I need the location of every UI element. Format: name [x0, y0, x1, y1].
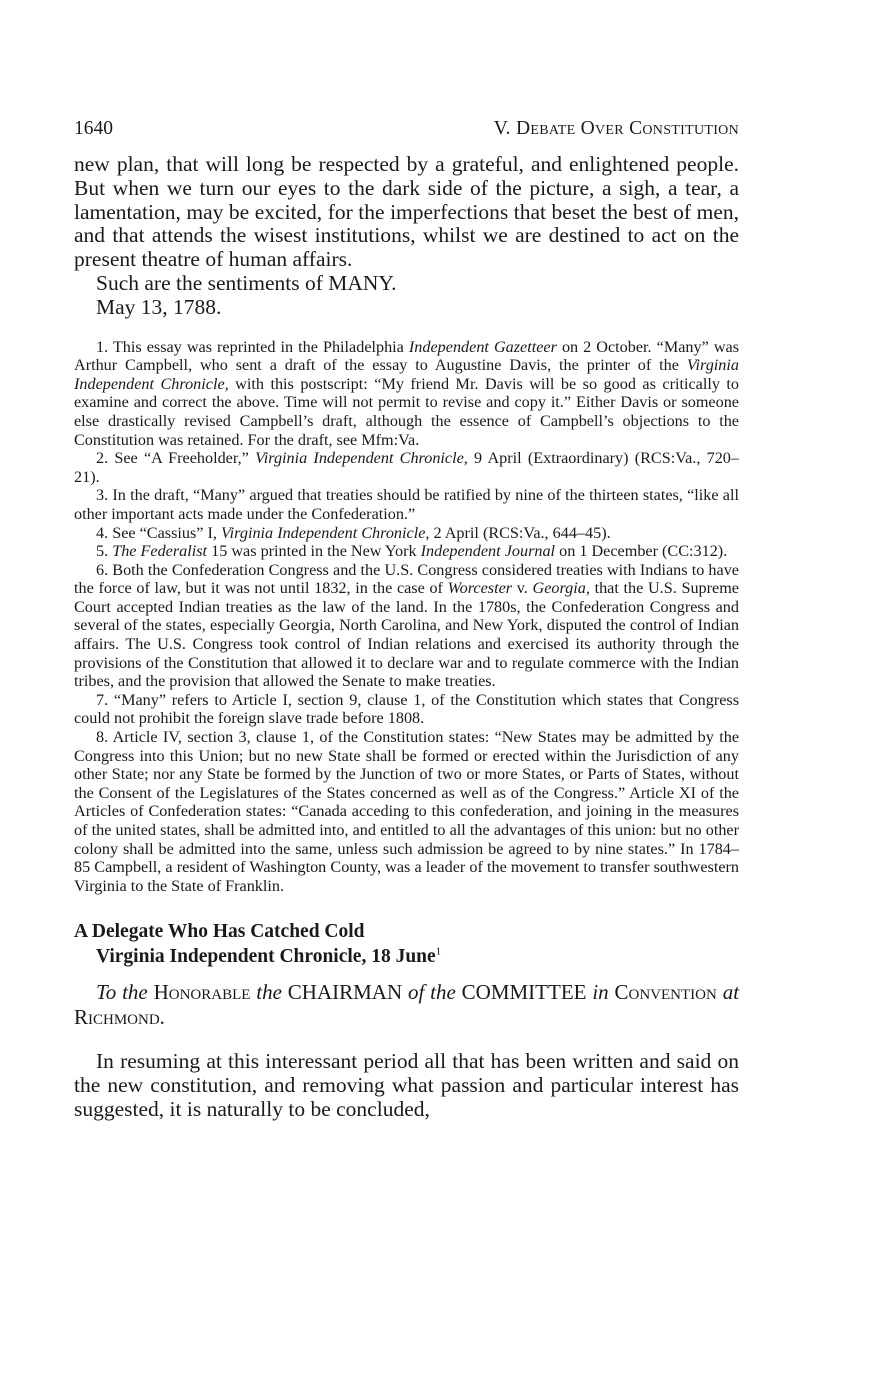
footnote-6: 6. Both the Confederation Congress and the U.S. Congress considered treaties with Indians to have the force of law, but it was not until 1832, in the case of Worcester v. Georgia, that the U.S. Supreme Court accepted Indian treaties as the law of the land. In the 1780s, the Confederation Congress and several of the states, especially Georgia, North Carolina, and New York, disputed the control of Indian affairs. The U.S. Congress took control of Indian relations and exercised its authority through the provisions of the Constitution that allowed it to declare war and to regulate commerce with the Indian tribes, and the provision that allowed the Senate to make treaties.	[74, 560, 739, 691]
footnote-5: 5. The Federalist 15 was printed in the New York Independent Journal on 1 December (CC:312).	[96, 542, 728, 561]
section-subtitle: Virginia Independent Chronicle, 18 June$^1$	[96, 945, 442, 968]
footnote-marker: 1	[435, 945, 442, 958]
section-title: A Delegate Who Has Catched Cold	[74, 921, 365, 943]
document-page	[74, 118, 739, 1122]
footnote-1: 1. This essay was reprinted in the Philadelphia Independent Gazetteer on 2 October. “Many” was Arthur Campbell, who sent a draft of the essay to Augustine Davis, the printer of the Virginia Independent Chronicle, with this postscript: “My friend Mr. Davis will be so good as critically to examine and correct the above. Time will not permit to revise and copy it.” Either Davis or someone else drastically revised Campbell’s draft, although the essence of Campbell’s objections to the Constitution was retained. For the draft, see Mfm:Va.	[74, 337, 739, 449]
date-line: May 13, 1788.	[96, 294, 222, 319]
footnote-8: 8. Article IV, section 3, clause 1, of the Constitution states: “New States may be admitted by the Congress into this Union; but no new State shall be formed or erected within the Jurisdiction of any other State; nor any State be formed by the Junction of two or more States, or Parts of States, without the Consent of the Legislatures of the States concerned as well as of the Congress.” Article XI of the Articles of Confederation states: “Canada acceding to this confederation, and joining in the measures of the united states, shall be admitted into, and entitled to all the advantages of this union: but no other colony shall be admitted into the same, unless such admission be agreed to by nine states.” In 1784–85 Campbell, a resident of Washington County, was a leader of the movement to transfer southwestern Virginia to the State of Franklin.	[74, 728, 739, 895]
section-heading	[74, 919, 739, 969]
footnotes	[74, 338, 739, 896]
footnote-4: 4. See “Cassius” I, Virginia Independent Chronicle, 2 April (RCS:Va., 644–45).	[96, 523, 611, 542]
running-title: V. Debate Over Constitution	[493, 118, 739, 139]
salutation: To the Honorable the CHAIRMAN of the COMMITTEE in Convention at Richmond.	[74, 980, 740, 1029]
footnote-2: 2. See “A Freeholder,” Virginia Independent Chronicle, 9 April (Extraordinary) (RCS:Va., 720–21).	[74, 449, 739, 486]
running-header	[74, 118, 739, 140]
opening-paragraph: new plan, that will long be respected by a grateful, and enlightened people. But when we turn our eyes to the dark side of the picture, a sigh, a tear, a lamentation, may be excited, for the imperfections that beset the best of men, and that attends the wisest institutions, whilst we are destined to act on the present theatre of human affairs.	[74, 152, 739, 272]
footnote-3: 3. In the draft, “Many” argued that treaties should be ratified by nine of the thirteen states, “like all other important acts made under the Confederation.”	[74, 486, 739, 523]
signature-line: Such are the sentiments of MANY.	[96, 270, 397, 295]
footnote-7: 7. “Many” refers to Article I, section 9, clause 1, of the Constitution which states that Congress could not prohibit the foreign slave trade before 1808.	[74, 690, 739, 728]
closing-paragraph: In resuming at this interessant period all that has been written and said on the new constitution, and removing what passion and particular interest has suggested, it is naturally to be concluded,	[74, 1049, 739, 1121]
page-number: 1640	[74, 118, 113, 139]
